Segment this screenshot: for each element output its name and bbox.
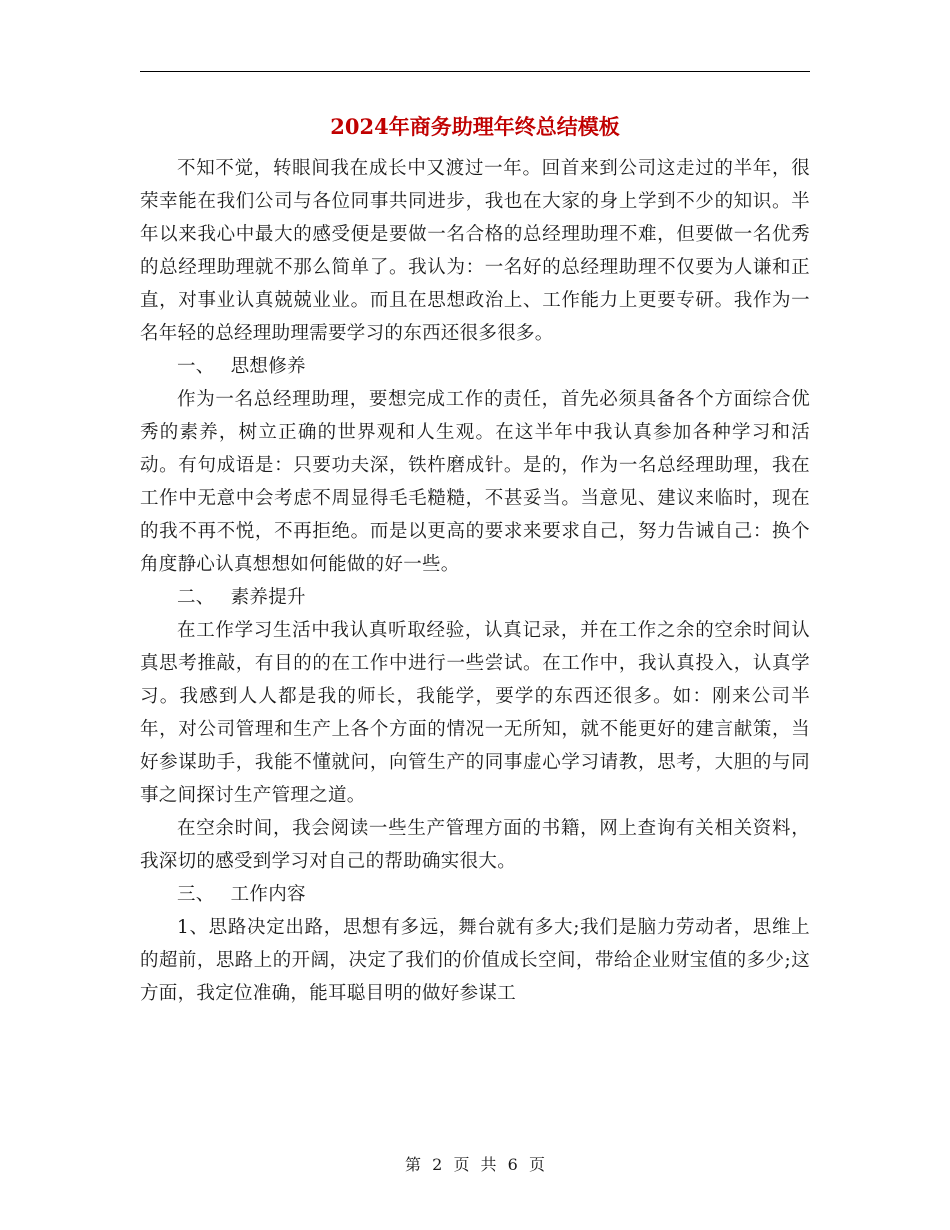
header-rule [140,71,810,72]
body-paragraph: 在空余时间，我会阅读一些生产管理方面的书籍，网上查询有关相关资料，我深切的感受到学习对自己的帮助确实很大。 [140,818,810,872]
body-paragraph: 1、思路决定出路，思想有多远，舞台就有多大;我们是脑力劳动者，思维上的超前，思路上的开阔，决定了我们的价值成长空间，带给企业财宝值的多少;这方面，我定位准确，能耳聪目明的做好参谋工 [140,917,810,1004]
total-pages-number: 6 [507,1155,518,1174]
total-label-prefix: 共 [480,1155,497,1174]
page-label-prefix: 第 [405,1155,422,1174]
section-heading [140,350,810,383]
section-heading [140,878,810,911]
section-number: 二、 [177,587,215,608]
section-number: 三、 [177,884,215,905]
current-page-number: 2 [432,1155,443,1174]
body-paragraph: 不知不觉，转眼间我在成长中又渡过一年。回首来到公司这走过的半年，很荣幸能在我们公司与各位同事共同进步，我也在大家的身上学到不少的知识。半年以来我心中最大的感受便是要做一名合格的总经理助理不难，但要做一名优秀的总经理助理就不那么简单了。我认为：一名好的总经理助理不仅要为人谦和正直，对事业认真兢兢业业。而且在思想政治上、工作能力上更要专研。我作为一名年轻的总经理助理需要学习的东西还很多很多。 [140,158,810,344]
document-title: 2024年商务助理年终总结模板 [330,114,620,139]
section-title: 素养提升 [230,587,306,608]
document-body [140,152,810,1010]
section-title: 思想修养 [230,356,306,377]
page-label-suffix: 页 [528,1155,545,1174]
body-paragraph: 作为一名总经理助理，要想完成工作的责任，首先必须具备各个方面综合优秀的素养，树立正确的世界观和人生观。在这半年中我认真参加各种学习和活动。有句成语是：只要功夫深，铁杵磨成针。是的，作为一名总经理助理，我在工作中无意中会考虑不周显得毛毛糙糙，不甚妥当。当意见、建议来临时，现在的我不再不悦，不再拒绝。而是以更高的要求来要求自己，努力告诫自己：换个角度静心认真想想如何能做的好一些。 [140,389,810,575]
section-title: 工作内容 [230,884,306,905]
page-label-mid: 页 [453,1155,470,1174]
section-heading [140,581,810,614]
body-paragraph: 在工作学习生活中我认真听取经验，认真记录，并在工作之余的空余时间认真思考推敲，有目的的在工作中进行一些尝试。在工作中，我认真投入，认真学习。我感到人人都是我的师长，我能学，要学的东西还很多。如：刚来公司半年，对公司管理和生产上各个方面的情况一无所知，就不能更好的建言献策，当好参谋助手，我能不懂就问，向管生产的同事虚心学习请教，思考，大胆的与同事之间探讨生产管理之道。 [140,620,810,806]
page-footer [0,1152,950,1175]
section-number: 一、 [177,356,215,377]
